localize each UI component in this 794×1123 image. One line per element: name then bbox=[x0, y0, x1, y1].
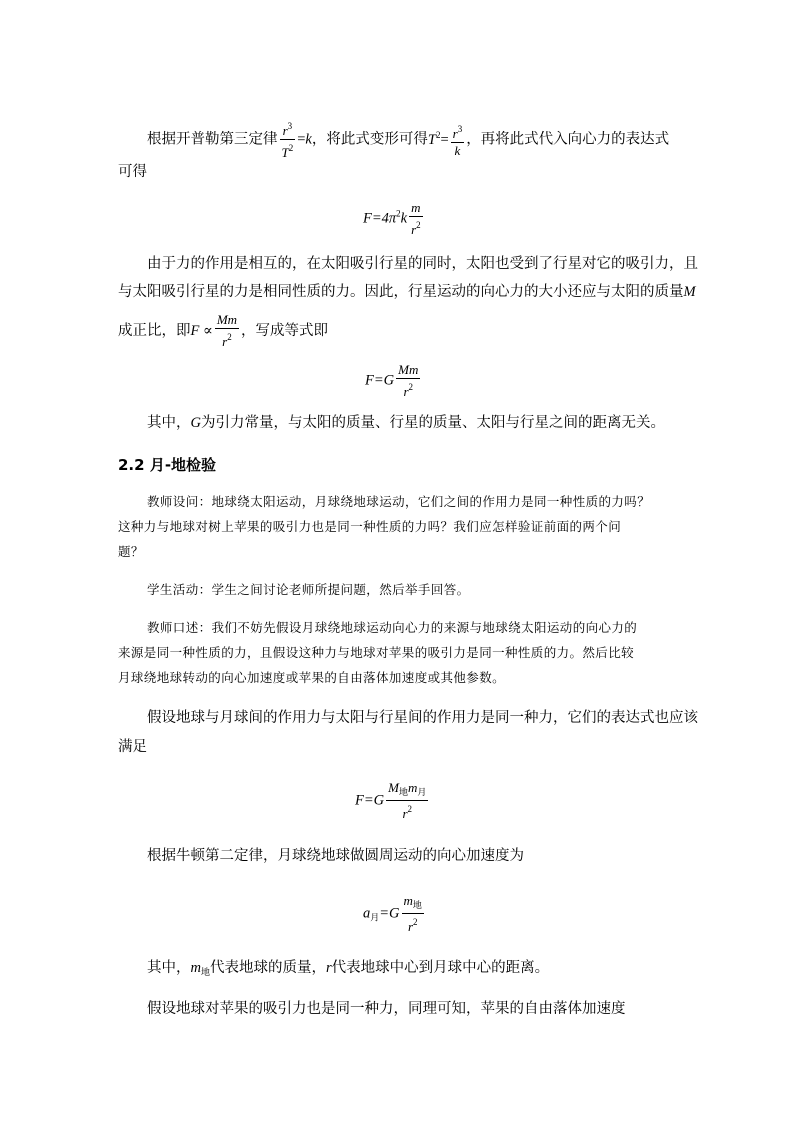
equation-moon-acceleration: $a_月=G$ $\frac{m_地}{r^2}$ bbox=[363, 893, 422, 934]
equation-gravitation: F=G $\frac{Mm}{r^2}$ bbox=[365, 362, 419, 399]
student-activity: 学生活动：学生之间讨论老师所提问题，然后举手回答。 bbox=[147, 582, 470, 597]
teacher-talk-line-1: 教师口述：我们不妨先假设月球绕地球运动向心力的来源与地球绕太阳运动的向心力的 bbox=[147, 620, 638, 635]
interaction-paragraph-line-2: 与太阳吸引行星的力是相同性质的力。因此，行星运动的向心力的大小还应与太阳的质量M bbox=[118, 284, 696, 300]
teacher-question-line-2: 这种力与地球对树上苹果的吸引力也是同一种性质的力吗？我们应怎样验证前面的两个问 bbox=[118, 519, 622, 534]
t-squared-expression: $T^2=$ bbox=[427, 129, 449, 148]
teacher-question-line-3: 题？ bbox=[118, 544, 144, 559]
interaction-paragraph-line-1: 由于力的作用是相互的，在太阳吸引行星的同时，太阳也受到了行星对它的吸引力，且 bbox=[147, 256, 698, 272]
teacher-talk-line-2: 来源是同一种性质的力，且假设这种力与地球对苹果的吸引力是同一种性质的力。然后比较 bbox=[118, 645, 635, 660]
gravitational-constant-note: 其中，G为引力常量，与太阳的质量、行星的质量、太阳与行星之间的距离无关。 bbox=[147, 415, 665, 431]
section-heading: 2.2 月-地检验 bbox=[118, 456, 217, 474]
symbol-definition-line: 其中，$m_地$代表地球的质量，r代表地球中心到月球中心的距离。 bbox=[147, 960, 550, 978]
newton-second-law-line: 根据牛顿第二定律，月球绕地球做圆周运动的向心加速度为 bbox=[147, 848, 524, 864]
teacher-talk-line-3: 月球绕地球转动的向心加速度或苹果的自由落体加速度或其他参数。 bbox=[118, 670, 506, 685]
assumption-paragraph-line-1: 假设地球与月球间的作用力与太阳与行星间的作用力是同一种力，它们的表达式也应该 bbox=[147, 710, 698, 726]
teacher-question-line-1: 教师设问：地球绕太阳运动，月球绕地球运动，它们之间的作用力是同一种性质的力吗？ bbox=[147, 494, 651, 509]
equation-centripetal-force: $F=4\pi^2k$ $\frac{m}{r^2}$ bbox=[363, 200, 421, 237]
apple-acceleration-line: 假设地球对苹果的吸引力也是同一种力，同理可知，苹果的自由落体加速度 bbox=[147, 1001, 626, 1017]
r-cubed-over-k-fraction: $\frac{r^3}{k}$ bbox=[451, 121, 465, 159]
interaction-paragraph-line-3: 成正比，即F ∝ $\frac{Mm}{r^2}$ ，写成等式即 bbox=[118, 312, 329, 349]
assumption-paragraph-line-2: 满足 bbox=[118, 739, 147, 755]
kepler-paragraph-line-2: 可得 bbox=[118, 164, 147, 180]
kepler-fraction: $\frac{r^3}{T^2}$ bbox=[280, 118, 296, 161]
kepler-paragraph-line-1: 根据开普勒第三定律 $\frac{r^3}{T^2}$ =k，将此式变形可得$T^2=$ $\frac{r^3}{k}$ ，再将此式代入向心力的表达式 bbox=[147, 118, 669, 161]
equation-earth-moon-force: F=G $\frac{M_地m_月}{r^2}$ bbox=[355, 780, 427, 821]
